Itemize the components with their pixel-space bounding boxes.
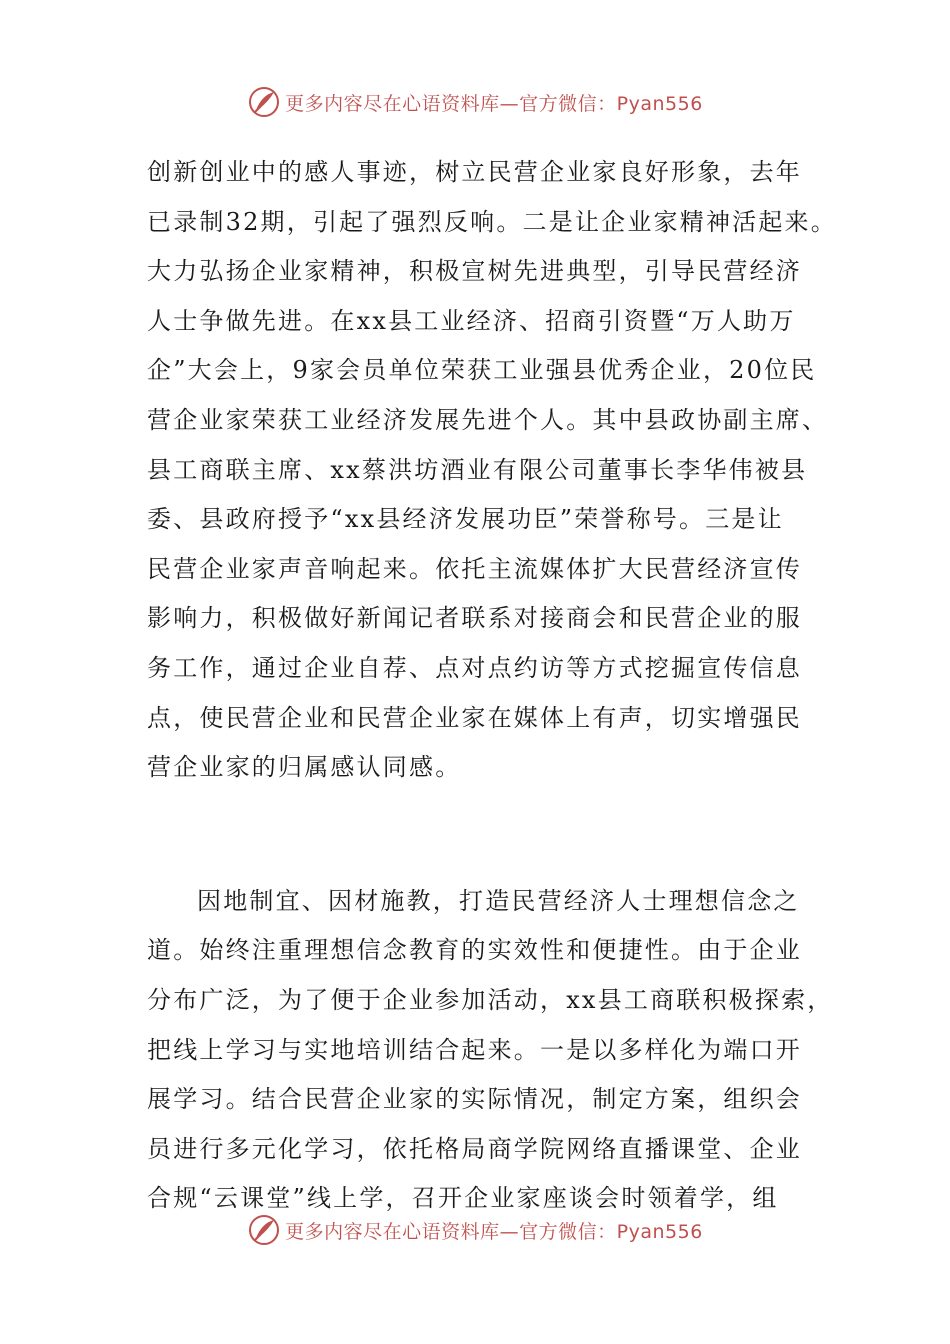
footer-watermark-banner — [0, 1210, 950, 1250]
text-line: 营企业家的归属感认同感。 — [147, 753, 462, 782]
text-line: 大力弘扬企业家精神，积极宣树先进典型，引导民营经济 — [147, 257, 802, 286]
text-line: 县工商联主席、xx蔡洪坊酒业有限公司董事长李华伟被县 — [147, 455, 808, 484]
paragraph-1 — [147, 148, 837, 793]
text-line: 点，使民营企业和民营企业家在媒体上有声，切实增强民 — [147, 703, 802, 732]
text-line: 影响力，积极做好新闻记者联系对接商会和民营企业的服 — [147, 604, 802, 633]
text-line: 合规“云课堂”线上学，召开企业家座谈会时领着学，组 — [147, 1184, 779, 1213]
text-line: 创新创业中的感人事迹，树立民营企业家良好形象，去年 — [147, 158, 802, 186]
text-line: 委、县政府授予“xx县经济发展功臣”荣誉称号。三是让 — [147, 505, 784, 534]
footer-banner-text: 更多内容尽在心语资料库—官方微信：Pyan556 — [285, 1220, 703, 1243]
quill-logo-icon — [247, 1213, 281, 1247]
text-line: 民营企业家声音响起来。依托主流媒体扩大民营经济宣传 — [147, 554, 802, 583]
header-banner-text: 更多内容尽在心语资料库—官方微信：Pyan556 — [285, 92, 703, 115]
text-line: 因地制宜、因材施教，打造民营经济人士理想信念之 — [197, 886, 800, 915]
text-line: 把线上学习与实地培训结合起来。一是以多样化为端口开 — [147, 1035, 802, 1064]
text-line: 企”大会上，9家会员单位荣获工业强县优秀企业，20位民 — [147, 356, 817, 385]
text-line: 分布广泛，为了便于企业参加活动，xx县工商联积极探索， — [147, 985, 834, 1014]
document-body — [147, 148, 837, 1224]
text-line: 已录制32期，引起了强烈反响。二是让企业家精神活起来。 — [147, 207, 837, 236]
text-line: 务工作，通过企业自荐、点对点约访等方式挖掘宣传信息 — [147, 653, 802, 682]
quill-logo-icon — [247, 85, 281, 119]
text-line: 展学习。结合民营企业家的实际情况，制定方案，组织会 — [147, 1085, 802, 1114]
text-line: 营企业家荣获工业经济发展先进个人。其中县政协副主席、 — [147, 405, 829, 434]
paragraph-spacer — [147, 793, 827, 877]
text-line: 道。始终注重理想信念教育的实效性和便捷性。由于企业 — [147, 936, 802, 965]
header-watermark-banner — [0, 82, 950, 122]
text-line: 人士争做先进。在xx县工业经济、招商引资暨“万人助万 — [147, 306, 796, 335]
paragraph-2 — [147, 877, 834, 1224]
text-line: 员进行多元化学习，依托格局商学院网络直播课堂、企业 — [147, 1134, 802, 1163]
